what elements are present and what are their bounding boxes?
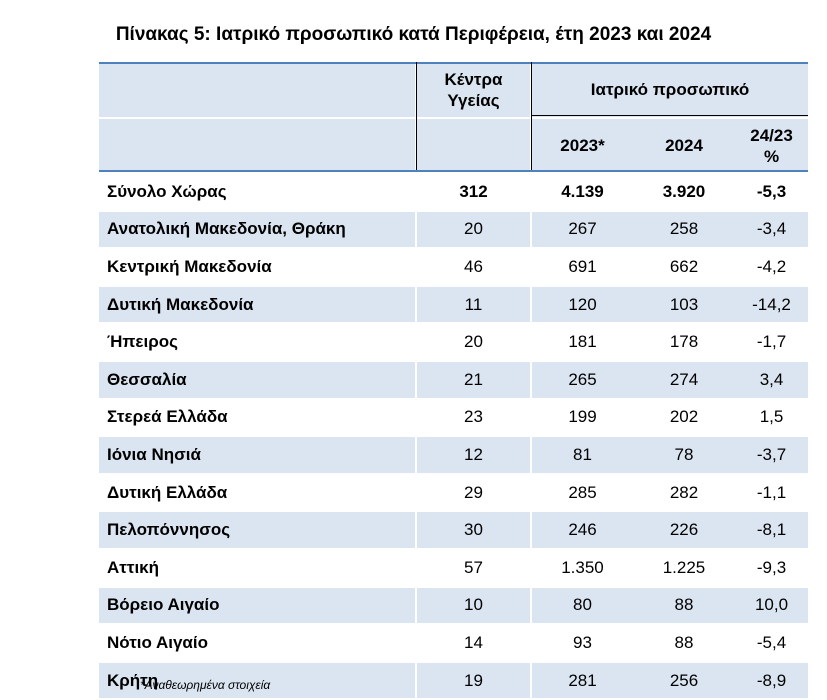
health-centers-cell: 57: [416, 549, 531, 587]
header-change-label: 24/23 %: [750, 125, 793, 166]
staff-2023-cell: 267: [531, 211, 633, 249]
region-cell: Στερεά Ελλάδα: [99, 399, 416, 437]
header-change: [735, 118, 808, 173]
footnote: *Αναθεωρημένα στοιχεία: [140, 678, 271, 692]
staff-2024-cell: 256: [633, 662, 735, 700]
health-centers-cell: 46: [416, 248, 531, 286]
table-row: [99, 549, 808, 587]
staff-2024-cell: 78: [633, 436, 735, 474]
region-cell: Ήπειρος: [99, 323, 416, 361]
health-centers-cell: 312: [416, 173, 531, 211]
staff-2023-cell: 1.350: [531, 549, 633, 587]
change-cell: -8,1: [735, 511, 808, 549]
header-medical-staff: Ιατρικό προσωπικό: [531, 62, 808, 118]
change-cell: -3,7: [735, 436, 808, 474]
top-rule: [99, 62, 808, 64]
staff-2023-cell: 691: [531, 248, 633, 286]
staff-2023-cell: 199: [531, 399, 633, 437]
staff-2024-cell: 3.920: [633, 173, 735, 211]
staff-2023-cell: 93: [531, 624, 633, 662]
change-cell: -1,1: [735, 474, 808, 512]
header-health-centers-label: Κέντρα Υγείας: [444, 69, 503, 110]
table-row: [99, 211, 808, 249]
health-centers-cell: 11: [416, 286, 531, 324]
health-centers-cell: 21: [416, 361, 531, 399]
staff-2023-cell: 246: [531, 511, 633, 549]
region-cell: Βόρειο Αιγαίο: [99, 587, 416, 625]
change-cell: -9,3: [735, 549, 808, 587]
staff-2024-cell: 1.225: [633, 549, 735, 587]
health-centers-cell: 19: [416, 662, 531, 700]
header-divider-2: [531, 62, 532, 170]
change-cell: -4,2: [735, 248, 808, 286]
staff-2023-cell: 80: [531, 587, 633, 625]
region-cell: Κρήτη: [99, 662, 416, 700]
staff-2023-cell: 4.139: [531, 173, 633, 211]
staff-2024-cell: 178: [633, 323, 735, 361]
table-row: [99, 624, 808, 662]
header-2024: 2024: [633, 118, 735, 173]
health-centers-cell: 14: [416, 624, 531, 662]
table-title: Πίνακας 5: Ιατρικό προσωπικό κατά Περιφέρεια, έτη 2023 και 2024: [115, 24, 712, 45]
health-centers-cell: 20: [416, 211, 531, 249]
region-cell: Κεντρική Μακεδονία: [99, 248, 416, 286]
staff-2023-cell: 120: [531, 286, 633, 324]
staff-2024-cell: 226: [633, 511, 735, 549]
table-row: [99, 361, 808, 399]
staff-2023-cell: 285: [531, 474, 633, 512]
staff-2023-cell: 181: [531, 323, 633, 361]
staff-2024-cell: 88: [633, 587, 735, 625]
header-row-1: [99, 62, 808, 118]
health-centers-cell: 10: [416, 587, 531, 625]
table-row: [99, 436, 808, 474]
change-cell: -3,4: [735, 211, 808, 249]
staff-2024-cell: 282: [633, 474, 735, 512]
staff-2023-cell: 81: [531, 436, 633, 474]
change-cell: -5,3: [735, 173, 808, 211]
change-cell: -14,2: [735, 286, 808, 324]
region-cell: Σύνολο Χώρας: [99, 173, 416, 211]
table-row: [99, 323, 808, 361]
change-cell: 3,4: [735, 361, 808, 399]
header-divider-1: [416, 62, 417, 170]
health-centers-cell: 30: [416, 511, 531, 549]
total-row: [99, 173, 808, 211]
staff-2024-cell: 202: [633, 399, 735, 437]
region-cell: Νότιο Αιγαίο: [99, 624, 416, 662]
staff-2023-cell: 265: [531, 361, 633, 399]
region-cell: Δυτική Ελλάδα: [99, 474, 416, 512]
table-row: [99, 474, 808, 512]
health-centers-cell: 12: [416, 436, 531, 474]
health-centers-cell: 20: [416, 323, 531, 361]
staff-2024-cell: 274: [633, 361, 735, 399]
change-cell: -1,7: [735, 323, 808, 361]
change-cell: 1,5: [735, 399, 808, 437]
staff-2023-cell: 281: [531, 662, 633, 700]
staff-2024-cell: 88: [633, 624, 735, 662]
table-row: [99, 399, 808, 437]
table-row: [99, 511, 808, 549]
health-centers-cell: 23: [416, 399, 531, 437]
change-cell: -8,9: [735, 662, 808, 700]
subheader-rule: [531, 115, 808, 116]
header-row-2: [99, 118, 808, 173]
staff-2024-cell: 103: [633, 286, 735, 324]
table-row: [99, 286, 808, 324]
change-cell: -5,4: [735, 624, 808, 662]
table-row: [99, 248, 808, 286]
header-rule: [99, 170, 808, 172]
region-cell: Θεσσαλία: [99, 361, 416, 399]
header-health-centers: [416, 62, 531, 118]
region-cell: Πελοπόννησος: [99, 511, 416, 549]
region-cell: Αττική: [99, 549, 416, 587]
staff-2024-cell: 258: [633, 211, 735, 249]
staff-2024-cell: 662: [633, 248, 735, 286]
region-cell: Δυτική Μακεδονία: [99, 286, 416, 324]
health-centers-cell: 29: [416, 474, 531, 512]
medical-staff-table: [99, 62, 808, 700]
header-2023: 2023*: [531, 118, 633, 173]
region-cell: Ανατολική Μακεδονία, Θράκη: [99, 211, 416, 249]
table-row: [99, 587, 808, 625]
change-cell: 10,0: [735, 587, 808, 625]
region-cell: Ιόνια Νησιά: [99, 436, 416, 474]
